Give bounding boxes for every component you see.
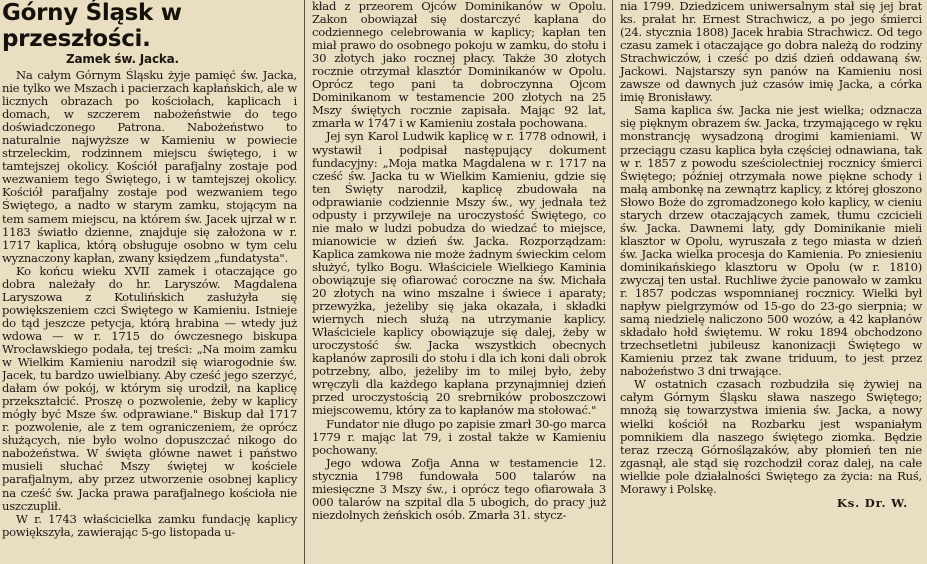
paragraph: Ko końcu wieku XVII zamek i otaczające go dobra należały do hr. Laryszów. Magdalena Laryszowa z Kotulińskich zasłużyła się powiększeniem czci Świętego w Kamieniu. Istnieje do tąd jeszcze petycja, którą hrabina — wtedy już wdowa — w r. 1715 do ówczesnego biskupa Wrocławskiego podała, tej treści: „Na moim zamku w Wielkim Kamieniu narodził się wiarogodnie św. Jacek, tu bardzo uwielbiany. Aby cześć jego szerzyć, dałam ów pokój, w którym się urodził, na kaplicę przekształcić. Proszę o pozwolenie, żeby w kaplicy mógły być Msze św. odprawiane." Biskup dał 1717 r. pozwolenie, ale z tem ograniczeniem, że oprócz służących, nie było wolno dopuszczać nikogo do nabożeństwa. W święta główne nawet i państwo musieli słuchać Mszy świętej w kościele parafjalnym, aby przez utworzenie osobnej kaplicy na cześć św. Jacka prawa parafjalnego kościoła nie uszczuplił. bbox=[2, 263, 297, 513]
paragraph: Jego wdowa Zofja Anna w testamencie 12. stycznia 1798 fundowała 500 talarów na miesięczne 3 Mszy św., i oprócz tego ofiarowała 3 000 talarów na szpital dla 5 ubogich, do pracy już niezdolnych żeńskich osób. Zmarła 31. stycz- bbox=[312, 455, 606, 522]
article-subtitle: Zamek św. Jacka. bbox=[66, 52, 179, 66]
paragraph: nia 1799. Dziedzicem uniwersalnym stał się jej brat ks. prałat hr. Ernest Strachwicz, a po jego śmierci (24. stycznia 1808) Jacek hrabia Strachwicz. Od tego czasu zamek i otaczające go dobra należą do rodziny Strachwiczów, i cześć po dziś dzień oddawaną św. Jackowi. Najstarszy syn panów na Kamieniu nosi zawsze od dawnych już czasów imię Jacka, a córka imię Bronisławy. bbox=[620, 0, 922, 105]
column-divider bbox=[612, 0, 613, 564]
paragraph: Jej syn Karol Ludwik kaplicę w r. 1778 odnowił, i wystawił i podpisał następujący dokument fundacyjny: „Moja matka Magdalena w r. 1717 na cześć św. Jacka tu w Wielkim Kamieniu, gdzie się ten Święty narodził, kaplicę zbudowała na odprawianie codziennie Mszy św., wy jednała też odpusty i przywileje na uroczystość Świętego, co nie mało w ludzi pobudza do wiedzać to miejsce, mianowicie w dzień św. Jacka. Rozporządzam: Kaplica zamkowa nie może żadnym świeckim celom służyć, tylko Bogu. Właściciele Wielkiego Kaminia obowiązuje się ofiarować coroczne na św. Michała 20 złotych na wino mszalne i świece i aparaty; przewyżka, jeżeliby się jaka okazała, i składki wiernych niech służą na utrzymanie kaplicy. Właściciele kaplicy obowiązuje się dalej, żeby w uroczystość św. Jacka wszystkich obecnych kapłanów zaprosili do stołu i dla ich koni dali obrok potrzebny, albo, jeżeliby im to milej było, żeby wręczyli dla każdego kapłana przynajmniej dzień przed uroczystością 20 srebrników proboszczowi miejscowemu, który za to kapłanów ma stołować." bbox=[312, 129, 606, 418]
paragraph: W ostatnich czasach rozbudziła się żywiej na całym Górnym Śląsku sława naszego Świętego; mnożą się towarzystwa imienia św. Jacka, a nowy wielki kościół na Rozbarku jest wspaniałym pomnikiem dla naszego świętego ziomka. Będzie teraz rzeczą Górnoślązaków, aby płomień ten nie zgasnął, ale stąd się rozchodził coraz dalej, na całe wielkie pole działalności Świętego za życia: na Ruś, Morawy i Polskę. bbox=[620, 377, 922, 496]
column-divider bbox=[304, 0, 305, 564]
author-signature: Ks. Dr. W. bbox=[836, 495, 908, 510]
column-2 bbox=[308, 0, 610, 564]
paragraph: Fundator nie długo po zapisie zmarł 30-go marca 1779 r. mając lat 79, i został także w Kamieniu pochowany. bbox=[312, 416, 606, 457]
paragraph: Na całym Górnym Śląsku żyje pamięć św. Jacka, nie tylko we Mszach i pacierzach kapłańskich, ale w licznych obrazach po kościołach, kaplicach i domach, w szczerem nabożeństwie do tego doświadczonego Patrona. Nabożeństwo to naturalnie najwyższe w Kamieniu w powiecie strzeleckim, rodzinnem miejscu świętego, i w tamtejszej okolicy. Kościół parafjalny zostaje pod wezwaniem tego Świętego, i w tamtejszej okolicy. Kościół parafjalny zostaje pod wezwaniem tego Świętego, a nadto w starym zamku, stojącym na tem samem miejscu, na którem św. Jacek ujrzał w r. 1183 światło dzienne, znajduje się założona w r. 1717 kaplica, którą obsługuje osobno w tym celu wyznaczony kapłan, zwany księdzem „fundatysta". bbox=[2, 68, 297, 265]
column-3 bbox=[616, 0, 925, 564]
paragraph: Sama kaplica św. Jacka nie jest wielka; odznacza się pięknym obrazem św. Jacka, trzymającego w ręku monstrancję wysadzoną drogimi kamieniami. W przeciągu czasu kaplica była częściej odnawiana, tak w r. 1857 z powodu sześciolectniej rocznicy śmierci Świętego; później otrzymała nowe piękne schody i małą ambonkę na zewnątrz kaplicy, z której głoszono Słowo Boże do zgromadzonego koło kaplicy, w cieniu starych drzew otaczających zamek, tłumu czcicieli św. Jacka. Dawnemi laty, gdy Dominikanie mieli klasztor w Opolu, wyruszała z tego miasta w dzień św. Jacka wielka procesja do Kamienia. Po zniesieniu dominikańskiego klasztoru w Opolu (w r. 1810) zwyczaj ten ustał. Ruchliwe życie panowało w zamku r. 1857 podczas wspomnianej rocznicy. Wielki był napływ pielgrzymów od 15-go do 23-go sierpnia; w samą niedzielę naliczono 500 wozów, a 42 kapłanów składało hołd świętemu. W roku 1894 obchodzono trzechsetletni jubileusz kanonizacji Świętego w Kamieniu przez tak zwane triduum, to jest przez nabożeństwo 3 dni trwające. bbox=[620, 103, 922, 379]
column-1 bbox=[2, 0, 302, 564]
article-title: Górny Śląsk w przeszłości. bbox=[2, 0, 182, 52]
paragraph: kład z przeorem Ojców Dominikanów w Opolu. Zakon obowiązał się dostarczyć kapłana do codziennego celebrowania w kaplicy; kapłan ten miał prawo do osobnego pokoju w zamku, do stołu i 30 złotych jako rocznej płacy. Także 30 złotych rocznie otrzymał klasztór Dominikanów w Opolu. Oprócz tego pani ta dobroczynna Ojcom Dominikanom w testamencie 200 złotych na 25 Mszy świętych rocznie zapisała. Mając 92 lat, zmarła w 1747 i w Kamieniu została pochowana. bbox=[312, 0, 606, 131]
paragraph: W r. 1743 właścicielka zamku fundację kaplicy powiększyła, zawierając 5-go listopada u- bbox=[2, 511, 297, 539]
